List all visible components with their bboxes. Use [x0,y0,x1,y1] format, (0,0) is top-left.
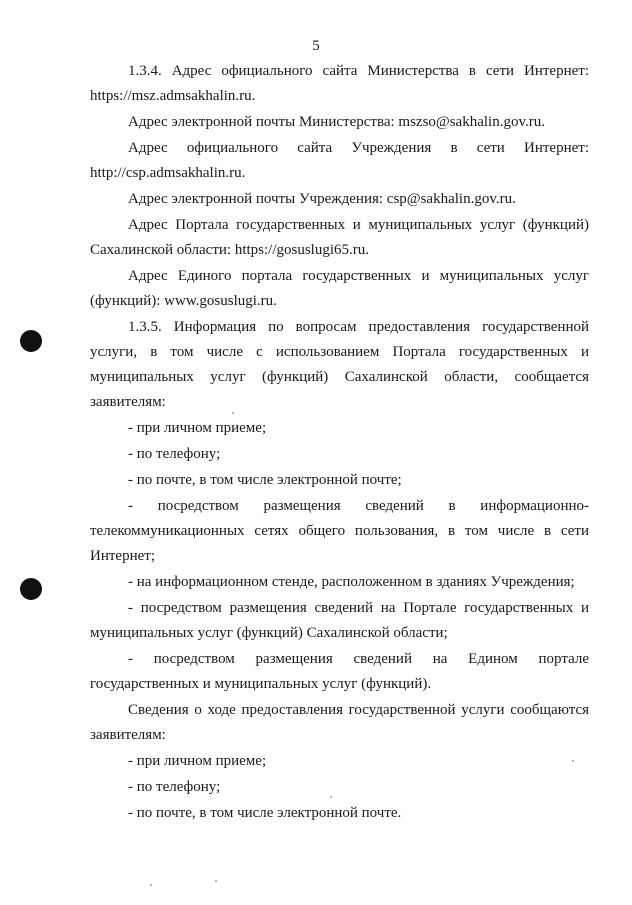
punch-hole-mark [20,330,42,352]
document-body [90,59,589,827]
scan-speck [150,884,152,886]
list-item: - по почте, в том числе электронной почте; [128,472,402,488]
list-item: - при личном приеме; [128,420,267,436]
punch-hole-mark [20,578,42,600]
list-item: - при личном приеме; [128,753,267,769]
list-item: - по телефону; [128,446,221,462]
paragraph: Сведения о ходе предоставления государственной услуги сообщаются заявителям: [90,702,589,743]
list-item: - посредством размещения сведений в информационно-телекоммуникационных сетях общего пользования, в том числе в сети Интернет; [90,498,589,564]
list-item: - посредством размещения сведений на Едином портале государственных и муниципальных услуг (функций). [90,651,589,692]
list-item: - по почте, в том числе электронной почте. [128,805,402,821]
list-item: - посредством размещения сведений на Портале государственных и муниципальных услуг (функций) Сахалинской области; [90,600,589,641]
scan-speck [215,880,217,882]
paragraph: Адрес Портала государственных и муниципальных услуг (функций) Сахалинской области: https://gosuslugi65.ru. [90,217,589,258]
paragraph: Адрес Единого портала государственных и муниципальных услуг (функций): www.gosuslugi.ru. [90,268,589,309]
paragraph: Адрес электронной почты Учреждения: csp@sakhalin.gov.ru. [128,191,516,207]
paragraph: 1.3.5. Информация по вопросам предоставления государственной услуги, в том числе с использованием Портала государственных и муниципальных услуг (функций) Сахалинской области, сообщается заявителям: [90,319,589,410]
list-item: - на информационном стенде, расположенном в зданиях Учреждения; [128,574,575,590]
page-number: 5 [312,38,320,54]
list-item: - по телефону; [128,779,221,795]
paragraph: 1.3.4. Адрес официального сайта Министерства в сети Интернет: https://msz.admsakhalin.ru. [90,63,589,104]
paragraph: Адрес официального сайта Учреждения в сети Интернет: http://csp.admsakhalin.ru. [90,140,589,181]
paragraph: Адрес электронной почты Министерства: mszso@sakhalin.gov.ru. [128,114,545,130]
